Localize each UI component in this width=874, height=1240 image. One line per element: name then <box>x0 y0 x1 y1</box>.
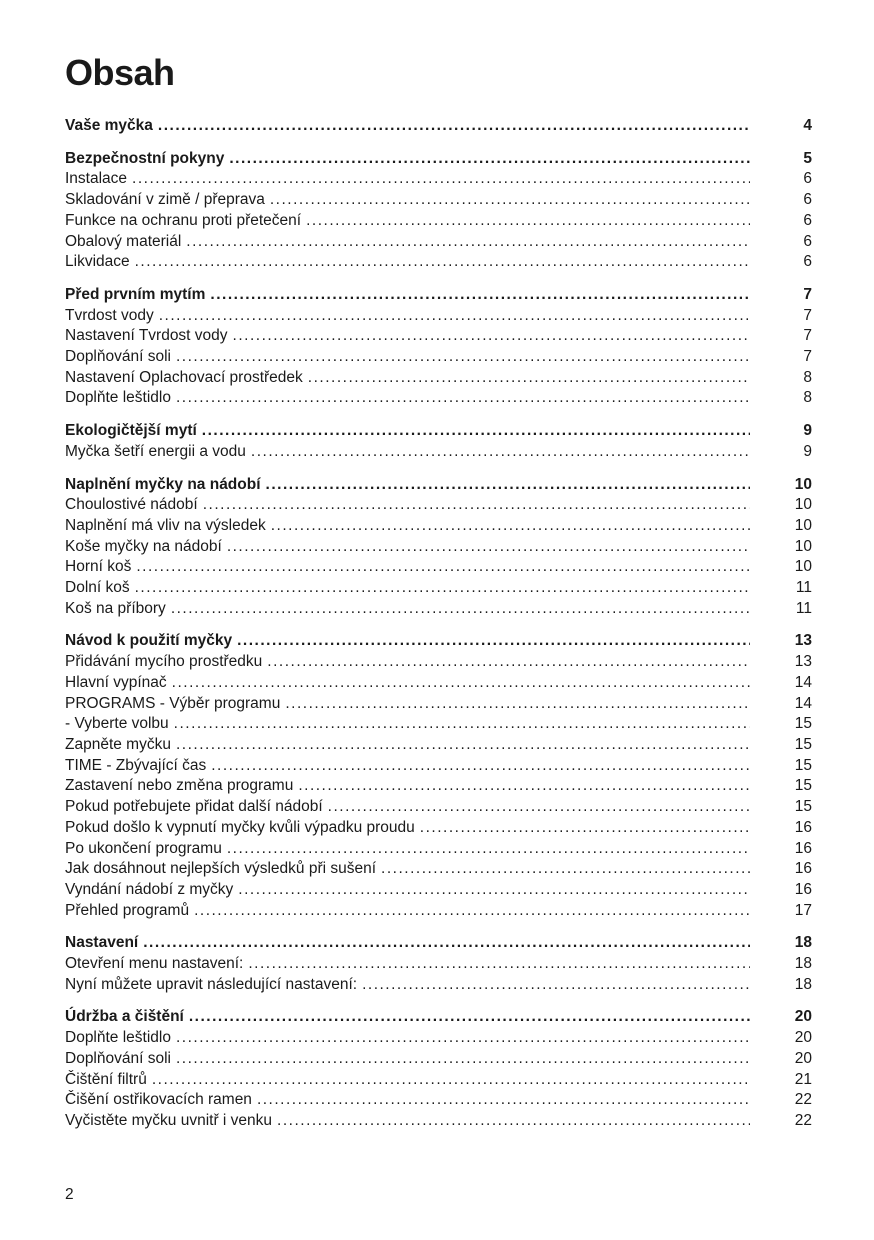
toc-entry-row <box>65 599 812 620</box>
toc-entry-row <box>65 516 812 537</box>
toc-heading-label: Návod k použití myčky <box>65 632 233 650</box>
toc-entry-page-number: 14 <box>794 673 812 691</box>
toc-entry-label: Hlavní vypínač <box>65 673 167 691</box>
dot-leader <box>328 797 750 818</box>
toc-entry-page-number: 20 <box>794 1049 812 1067</box>
toc-entry-row <box>65 306 812 327</box>
dot-leader <box>237 631 750 652</box>
toc-entry-label: Vyndání nádobí z myčky <box>65 880 234 898</box>
toc-entry-row <box>65 578 812 599</box>
toc-entry-label: Čištění filtrů <box>65 1070 147 1088</box>
toc-heading-row <box>65 933 812 954</box>
toc-entry-row <box>65 652 812 673</box>
toc-entry-label: Myčka šetří energii a vodu <box>65 442 246 460</box>
toc-heading-row <box>65 285 812 306</box>
toc-entry-page-number: 16 <box>794 839 812 857</box>
toc-entry-row <box>65 901 812 922</box>
toc-entry-page-number: 22 <box>794 1111 812 1129</box>
toc-heading-row <box>65 631 812 652</box>
toc-entry-row <box>65 1049 812 1070</box>
toc-entry-page-number: 10 <box>794 516 812 534</box>
toc-entry-row <box>65 252 812 273</box>
toc-entry-page-number: 16 <box>794 860 812 878</box>
toc-heading-page-number: 18 <box>794 934 812 952</box>
toc-entry-row <box>65 818 812 839</box>
toc-heading-page-number: 7 <box>803 285 812 303</box>
toc-entry-label: Obalový materiál <box>65 232 182 250</box>
toc-heading-page-number: 9 <box>803 422 812 440</box>
toc-entry-page-number: 6 <box>803 170 812 188</box>
dot-leader <box>132 169 750 190</box>
dot-leader <box>176 735 750 756</box>
toc-entry-page-number: 16 <box>794 818 812 836</box>
toc-heading-row <box>65 1007 812 1028</box>
toc-entry-row <box>65 388 812 409</box>
toc-entry-label: Instalace <box>65 170 128 188</box>
toc-section <box>65 631 812 921</box>
dot-leader <box>172 673 750 694</box>
toc-entry-page-number: 10 <box>794 496 812 514</box>
dot-leader <box>202 421 750 442</box>
toc-entry-label: Jak dosáhnout nejlepších výsledků při sušení <box>65 860 377 878</box>
dot-leader <box>267 652 750 673</box>
toc-entry-row <box>65 1028 812 1049</box>
toc-entry-page-number: 21 <box>794 1070 812 1088</box>
dot-leader <box>238 880 750 901</box>
toc-entry-label: Pokud došlo k vypnutí myčky kvůli výpadku proudu <box>65 818 415 836</box>
toc-entry-row <box>65 557 812 578</box>
toc-entry-page-number: 13 <box>794 653 812 671</box>
dot-leader <box>285 694 750 715</box>
toc-entry-page-number: 16 <box>794 880 812 898</box>
toc-entry-label: Dolní koš <box>65 579 130 597</box>
toc-entry-page-number: 18 <box>794 975 812 993</box>
dot-leader <box>229 149 750 170</box>
toc-entry-page-number: 10 <box>794 537 812 555</box>
toc-entry-label: Doplňování soli <box>65 348 171 366</box>
toc-entry-page-number: 9 <box>803 442 812 460</box>
toc-entry-label: Zapněte myčku <box>65 735 171 753</box>
toc-entry-row <box>65 673 812 694</box>
toc-entry-page-number: 15 <box>794 715 812 733</box>
toc-entry-row <box>65 756 812 777</box>
dot-leader <box>227 839 750 860</box>
toc-entry-row <box>65 880 812 901</box>
dot-leader <box>266 475 750 496</box>
toc-entry-page-number: 6 <box>803 211 812 229</box>
toc-section <box>65 475 812 620</box>
toc-heading-page-number: 13 <box>794 632 812 650</box>
toc-entry-page-number: 6 <box>803 191 812 209</box>
toc-heading-row <box>65 475 812 496</box>
toc-heading-row <box>65 149 812 170</box>
dot-leader <box>420 818 750 839</box>
toc-heading-label: Naplnění myčky na nádobí <box>65 475 261 493</box>
toc-entry-label: Vyčistěte myčku uvnitř i venku <box>65 1111 273 1129</box>
toc-heading-label: Vaše myčka <box>65 117 153 134</box>
toc-entry-label: Horní koš <box>65 558 132 576</box>
dot-leader <box>227 537 750 558</box>
dot-leader <box>171 599 750 620</box>
toc-entry-row <box>65 859 812 880</box>
dot-leader <box>189 1007 750 1028</box>
toc-entry-label: Funkce na ochranu proti přetečení <box>65 211 302 229</box>
toc-entry-label: TIME - Zbývající čas <box>65 756 207 774</box>
dot-leader <box>248 954 750 975</box>
toc-entry-page-number: 15 <box>794 756 812 774</box>
dot-leader <box>186 232 750 253</box>
toc-entry-row <box>65 975 812 996</box>
toc-entry-page-number: 20 <box>794 1029 812 1047</box>
toc-entry-row <box>65 735 812 756</box>
toc-entry-row <box>65 954 812 975</box>
toc-heading-page-number: 4 <box>803 117 812 134</box>
dot-leader <box>233 326 750 347</box>
dot-leader <box>176 347 750 368</box>
toc-entry-label: Choulostivé nádobí <box>65 496 198 514</box>
toc-entry-label: Nastavení Oplachovací prostředek <box>65 368 303 386</box>
dot-leader <box>362 975 750 996</box>
toc-entry-label: Otevření menu nastavení: <box>65 955 244 973</box>
dot-leader <box>211 756 750 777</box>
toc-heading-row <box>65 421 812 442</box>
toc-entry-row <box>65 347 812 368</box>
toc-entry-row <box>65 797 812 818</box>
toc-entry-label: Naplnění má vliv na výsledek <box>65 516 266 534</box>
toc-entry-label: Skladování v zimě / přeprava <box>65 191 265 209</box>
toc-entry-page-number: 8 <box>803 368 812 386</box>
toc-entry-label: Pokud potřebujete přidat další nádobí <box>65 798 323 816</box>
toc-entry-page-number: 7 <box>803 327 812 345</box>
dot-leader <box>194 901 750 922</box>
toc-heading-row <box>65 116 812 137</box>
dot-leader <box>174 714 750 735</box>
toc-entry-page-number: 7 <box>803 306 812 324</box>
dot-leader <box>135 578 750 599</box>
dot-leader <box>176 1028 750 1049</box>
toc-entry-page-number: 6 <box>803 253 812 271</box>
toc-entry-row <box>65 190 812 211</box>
toc-entry-row <box>65 1090 812 1111</box>
toc-entry-label: Doplňování soli <box>65 1049 171 1067</box>
toc-heading-label: Bezpečnostní pokyny <box>65 149 225 167</box>
toc-entry-page-number: 15 <box>794 735 812 753</box>
toc-entry-row <box>65 537 812 558</box>
toc-list <box>65 116 812 1132</box>
toc-section <box>65 149 812 273</box>
toc-entry-row <box>65 442 812 463</box>
toc-entry-row <box>65 211 812 232</box>
toc-entry-page-number: 11 <box>795 599 812 617</box>
dot-leader <box>152 1070 750 1091</box>
toc-entry-label: - Vyberte volbu <box>65 715 169 733</box>
dot-leader <box>203 495 750 516</box>
dot-leader <box>136 557 750 578</box>
toc-entry-label: Čišění ostřikovacích ramen <box>65 1091 252 1109</box>
toc-section <box>65 116 812 137</box>
dot-leader <box>381 859 750 880</box>
toc-entry-row <box>65 694 812 715</box>
dot-leader <box>271 516 750 537</box>
toc-entry-label: Přidávání mycího prostředku <box>65 653 263 671</box>
toc-entry-label: Nastavení Tvrdost vody <box>65 327 228 345</box>
toc-entry-page-number: 14 <box>794 694 812 712</box>
toc-heading-page-number: 20 <box>794 1008 812 1026</box>
toc-entry-label: Koš na příbory <box>65 599 166 617</box>
dot-leader <box>159 306 750 327</box>
toc-heading-label: Před prvním mytím <box>65 285 206 303</box>
toc-entry-row <box>65 839 812 860</box>
toc-entry-page-number: 15 <box>794 798 812 816</box>
toc-entry-row <box>65 326 812 347</box>
dot-leader <box>308 368 750 389</box>
toc-entry-page-number: 11 <box>795 579 812 597</box>
dot-leader <box>176 1049 750 1070</box>
toc-entry-row <box>65 232 812 253</box>
toc-entry-page-number: 22 <box>794 1091 812 1109</box>
dot-leader <box>251 442 750 463</box>
toc-entry-label: Doplňte leštidlo <box>65 1029 171 1047</box>
toc-heading-label: Nastavení <box>65 934 139 952</box>
toc-entry-label: Nyní můžete upravit následující nastavení: <box>65 975 358 993</box>
toc-heading-page-number: 10 <box>794 475 812 493</box>
footer-page-number: 2 <box>65 1186 74 1203</box>
dot-leader <box>210 285 750 306</box>
toc-entry-page-number: 7 <box>803 348 812 366</box>
dot-leader <box>298 776 750 797</box>
dot-leader <box>135 252 750 273</box>
toc-section <box>65 1007 812 1131</box>
toc-section <box>65 421 812 462</box>
toc-entry-row <box>65 1111 812 1132</box>
toc-section <box>65 933 812 995</box>
toc-entry-row <box>65 776 812 797</box>
dot-leader <box>270 190 750 211</box>
toc-entry-page-number: 17 <box>794 901 812 919</box>
toc-entry-row <box>65 495 812 516</box>
toc-section <box>65 285 812 409</box>
toc-entry-page-number: 10 <box>794 558 812 576</box>
toc-entry-label: Po ukončení programu <box>65 839 222 857</box>
dot-leader <box>158 116 750 137</box>
toc-entry-label: Doplňte leštidlo <box>65 389 171 407</box>
toc-entry-row <box>65 714 812 735</box>
toc-entry-row <box>65 368 812 389</box>
dot-leader <box>143 933 750 954</box>
toc-entry-page-number: 15 <box>794 777 812 795</box>
toc-entry-row <box>65 1070 812 1091</box>
toc-heading-label: Ekologičtější mytí <box>65 422 197 440</box>
toc-entry-label: Tvrdost vody <box>65 306 154 324</box>
toc-heading-label: Údržba a čištění <box>65 1008 184 1026</box>
toc-entry-label: Zastavení nebo změna programu <box>65 777 294 795</box>
toc-entry-label: Likvidace <box>65 253 130 271</box>
toc-entry-label: PROGRAMS - Výběr programu <box>65 694 281 712</box>
page-title: Obsah <box>65 52 175 93</box>
toc-entry-row <box>65 169 812 190</box>
toc-entry-page-number: 18 <box>794 955 812 973</box>
dot-leader <box>306 211 750 232</box>
dot-leader <box>176 388 750 409</box>
dot-leader <box>257 1090 750 1111</box>
toc-entry-label: Přehled programů <box>65 901 190 919</box>
toc-entry-label: Koše myčky na nádobí <box>65 537 222 555</box>
dot-leader <box>277 1111 750 1132</box>
toc-heading-page-number: 5 <box>803 149 812 167</box>
toc-entry-page-number: 8 <box>803 389 812 407</box>
toc-entry-page-number: 6 <box>803 232 812 250</box>
